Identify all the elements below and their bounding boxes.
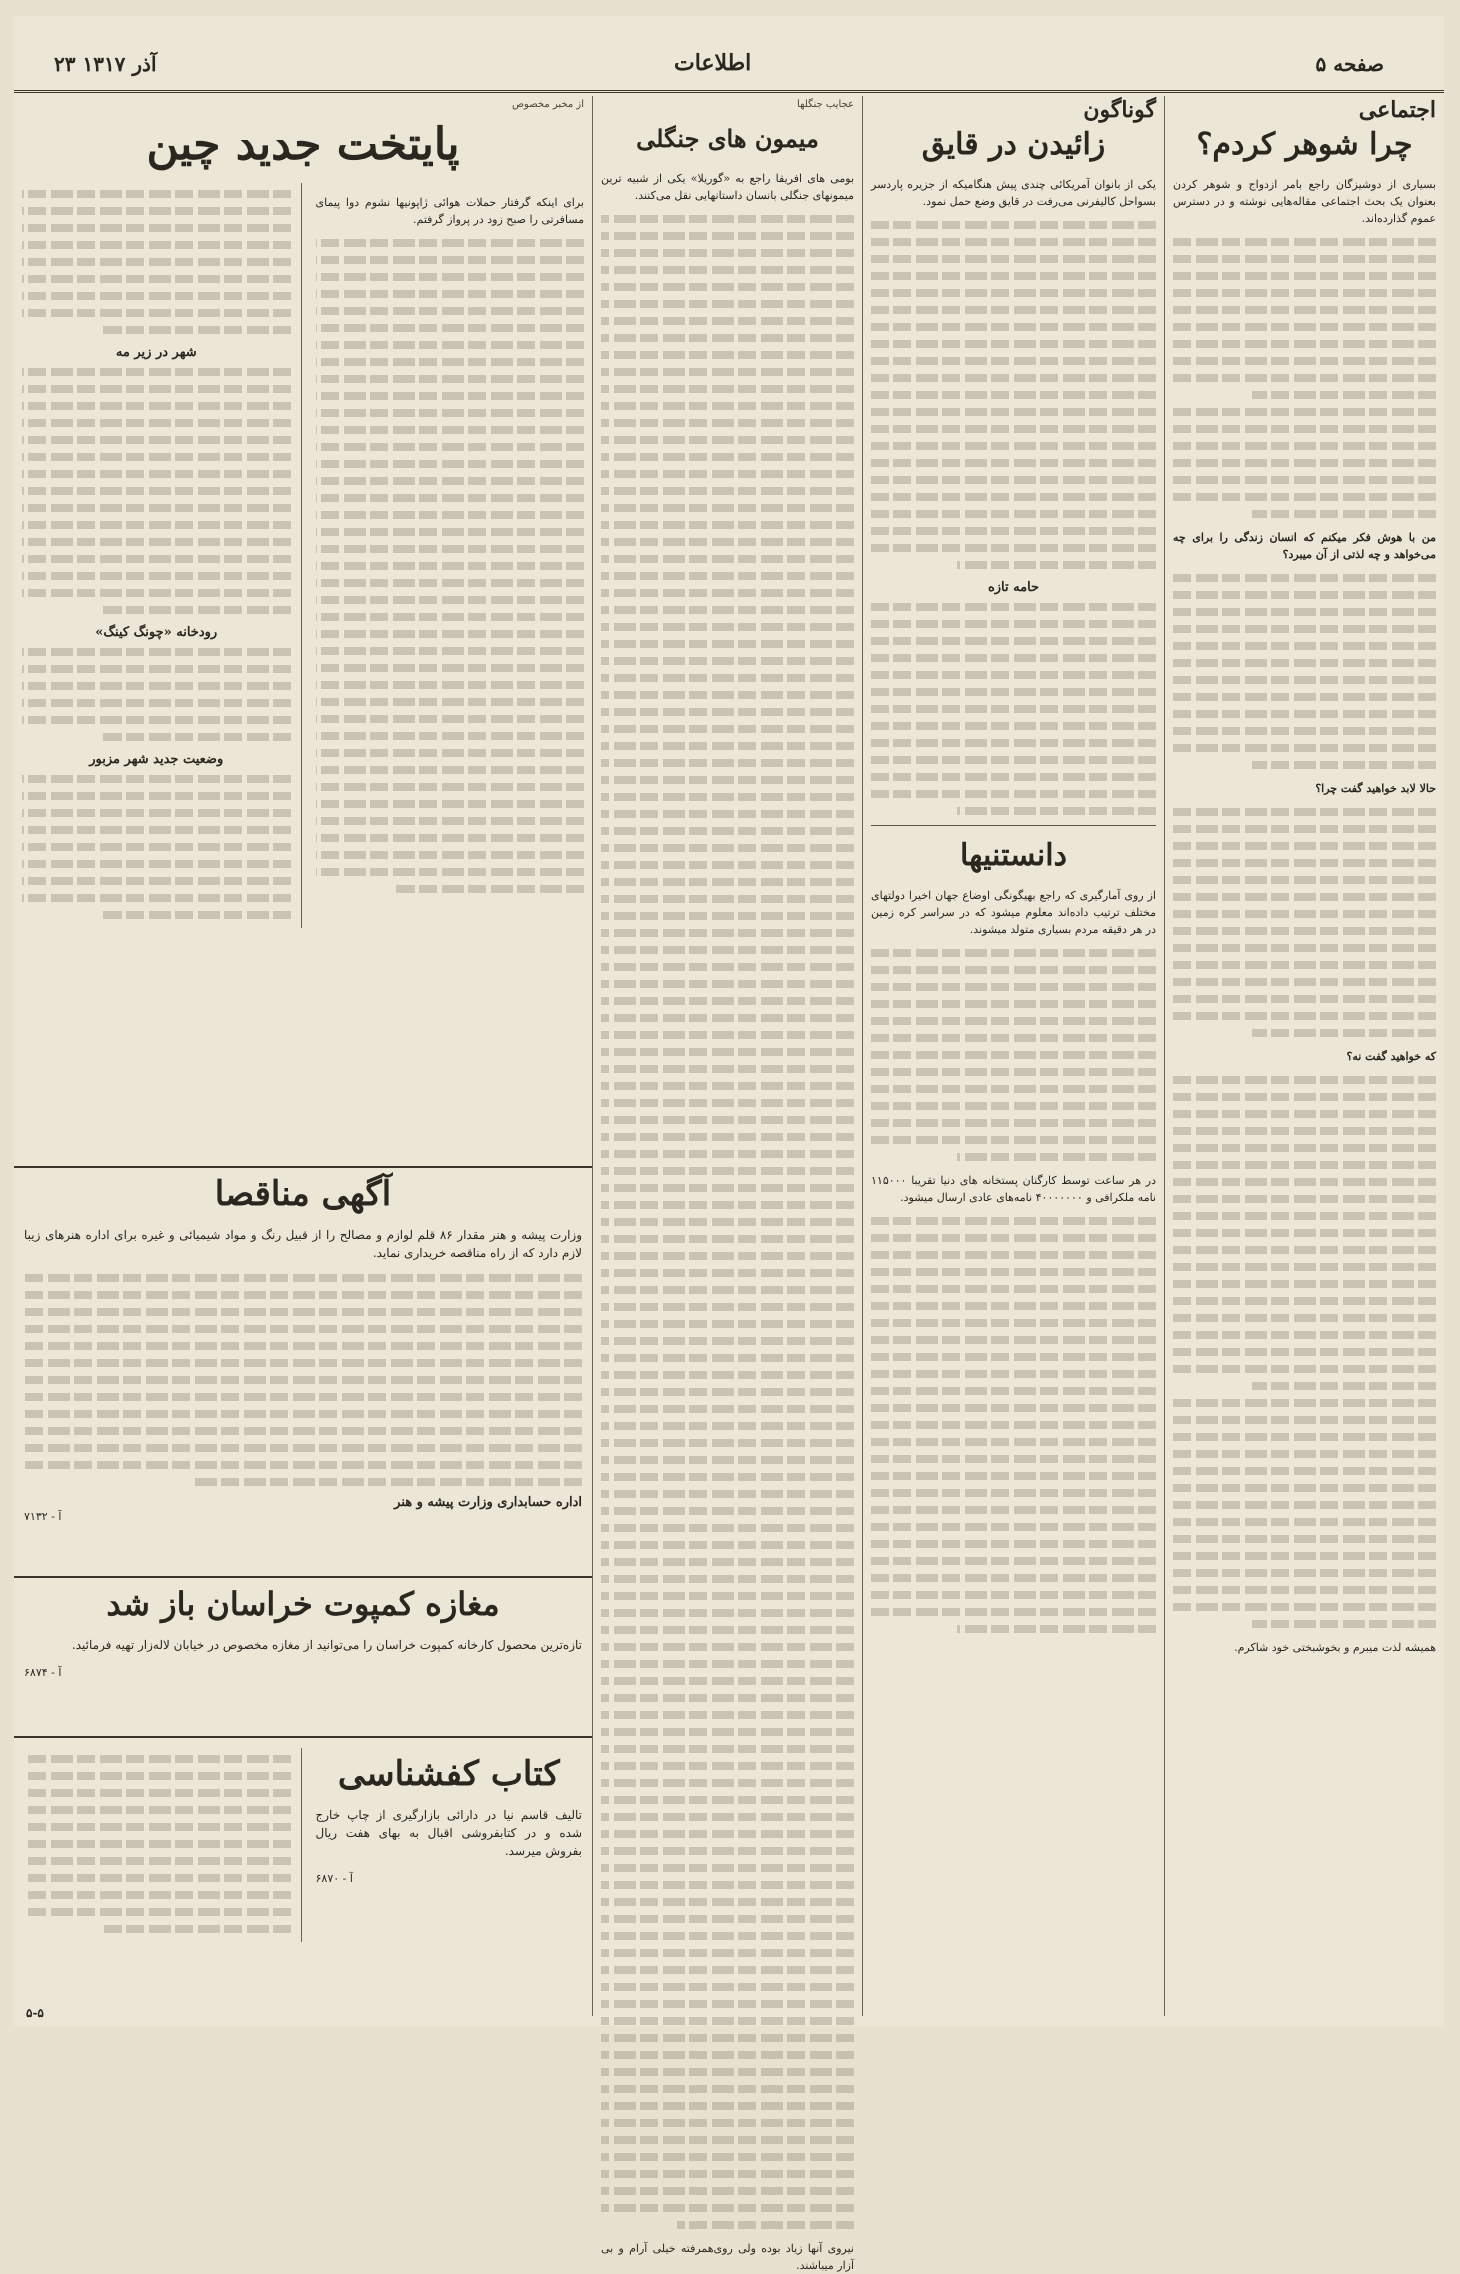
paper-name: اطلاعات <box>674 50 752 76</box>
article-quote: که خواهید گفت نه؟ <box>1346 1050 1436 1063</box>
ad-title: کتاب کفشناسی <box>337 1754 560 1794</box>
article-note: در هر ساعت توسط کارگنان پستخانه های دنیا تقریبا ۱۱۵۰۰۰ نامه ملکرافی و ۴۰۰۰۰۰۰۰ نامه‌های عادی ارسال میشود. <box>871 1174 1156 1204</box>
article-body <box>22 648 291 741</box>
ad-body: وزارت پیشه و هنر مقدار ۸۶ قلم لوازم و مصالح را از قبیل رنگ و مواد شیمیائی و غیره برای اداره هنرهای زیبا لازم دارد که از راه مناقصه خریداری نماید. <box>24 1228 582 1260</box>
ad-body: تالیف قاسم نیا در دارائی بازارگیری از چاپ خارج شده و در کتابفروشی اقبال به بهای هفت ریال بفروش میرسد. <box>315 1808 582 1858</box>
ad-reference: آ - ۶۸۷۰ <box>315 1872 353 1885</box>
column-jungle <box>592 96 862 2272</box>
article-subcolumn <box>316 183 585 928</box>
article-body <box>1173 238 1436 518</box>
article-lead: یکی از بانوان آمریکائی چندی پیش هنگامیکه از جزیره پاردسر بسواحل کالیفرنی می‌رفت در قایق وضع حمل نمود. <box>871 178 1156 208</box>
ad-shop <box>14 1576 592 1726</box>
article-columns <box>22 183 584 928</box>
ad-title: آگهی مناقصا <box>214 1174 392 1214</box>
side-column-text <box>24 1755 291 1933</box>
article-body <box>1173 1076 1436 1628</box>
article-body <box>871 949 1156 1161</box>
article-body <box>22 190 291 334</box>
ad-side-text <box>24 1748 302 1942</box>
article-title: پایتخت جدید چین <box>146 119 460 170</box>
page-folio: ۵-۵ <box>26 2006 44 2020</box>
article-lead: بومی های افریقا راجع به «گوریلا» یکی از شبیه ترین میمونهای جنگلی بانسان داستانهایی نقل می‌کنند. <box>601 172 854 202</box>
ad-book <box>14 1736 592 2016</box>
subheading: رودخانه «چونگ کینگ» <box>95 625 218 640</box>
article-body <box>601 215 854 2229</box>
article-quote: من با هوش فکر میکنم که انسان زندگی را برای چه می‌خواهد و چه لذتی از آن میبرد؟ <box>1173 531 1436 561</box>
ad-tender <box>14 1166 592 1566</box>
section-label: از مخبر مخصوص <box>511 99 584 110</box>
subheading: شهر در زیر مه <box>115 345 197 360</box>
article-title: زائیدن در قایق <box>921 127 1106 162</box>
column-social <box>1164 96 1444 2016</box>
article-body <box>22 775 291 919</box>
article-body <box>1173 808 1436 1037</box>
article-closing: نیروی آنها زیاد بوده ولی روی‌همرفته خیلی آرام و بی آزار میباشند. <box>601 2242 854 2272</box>
section-label: اجتماعی <box>1358 97 1436 123</box>
ad-signature: اداره حسابداری وزارت پیشه و هنر <box>394 1495 582 1510</box>
article-closing: همیشه لذت میبرم و بخوشبختی خود شاکرم. <box>1234 1641 1436 1654</box>
masthead <box>14 16 1444 93</box>
issue-date: ۲۳ آذر ۱۳۱۷ <box>54 52 157 76</box>
section-label: عجایب جنگلها <box>797 99 854 110</box>
ad-details <box>24 1274 582 1486</box>
page-label: صفحه ۵ <box>1315 52 1384 76</box>
ad-book-row <box>24 1738 582 1942</box>
article-body <box>316 239 585 893</box>
article-body <box>1173 574 1436 769</box>
article-lead: برای اینکه گرفتار حملات هوائی ژاپونیها نشوم دوا پیمای مسافرتی را صبح زود در پرواز گرفتم. <box>315 196 584 226</box>
column-misc <box>862 96 1164 2016</box>
subheading: حامه تازه <box>987 580 1040 595</box>
ad-reference: آ - ۶۸۷۴ <box>24 1666 62 1679</box>
article-body <box>22 368 291 614</box>
ad-reference: آ - ۷۱۳۲ <box>24 1510 62 1523</box>
article-title: چرا شوهر کردم؟ <box>1196 127 1413 162</box>
ad-body: تازه‌ترین محصول کارخانه کمپوت خراسان را می‌توانید از مغازه مخصوص در خیابان لاله‌زار تهیه فرمائید. <box>71 1638 582 1652</box>
section-label: گوناگون <box>1083 97 1156 123</box>
newspaper-page <box>14 16 1444 2272</box>
article-lead: بسیاری از دوشیزگان راجع بامر ازدواج و شوهر کردن بعنوان یک بحث اجتماعی مقاله‌هایی نوشته و در دسترس عموم گذارده‌اند. <box>1173 178 1436 225</box>
article-quote: حالا لابد خواهید گفت چرا؟ <box>1315 782 1436 795</box>
subheading: وضعیت جدید شهر مزبور <box>89 752 224 767</box>
ad-book-main <box>316 1748 583 1942</box>
column-capital <box>14 96 592 1156</box>
article-title: دانستنیها <box>960 838 1067 873</box>
ad-title: مغازه کمپوت خراسان باز شد <box>106 1585 500 1623</box>
article-title: میمون های جنگلی <box>636 124 819 153</box>
article-body <box>871 221 1156 569</box>
article-lead: از روی آمارگیری که راجع بهیگونگی اوضاع جهان اخیرا دولتهای مختلف ترتیب داده‌اند معلوم میشود که در سراسر کره زمین در هر دقیقه مردم بسیاری متولد میشوند. <box>871 889 1156 936</box>
article-body <box>871 603 1156 815</box>
article-subcolumn <box>22 183 302 928</box>
article-body <box>871 1217 1156 1633</box>
